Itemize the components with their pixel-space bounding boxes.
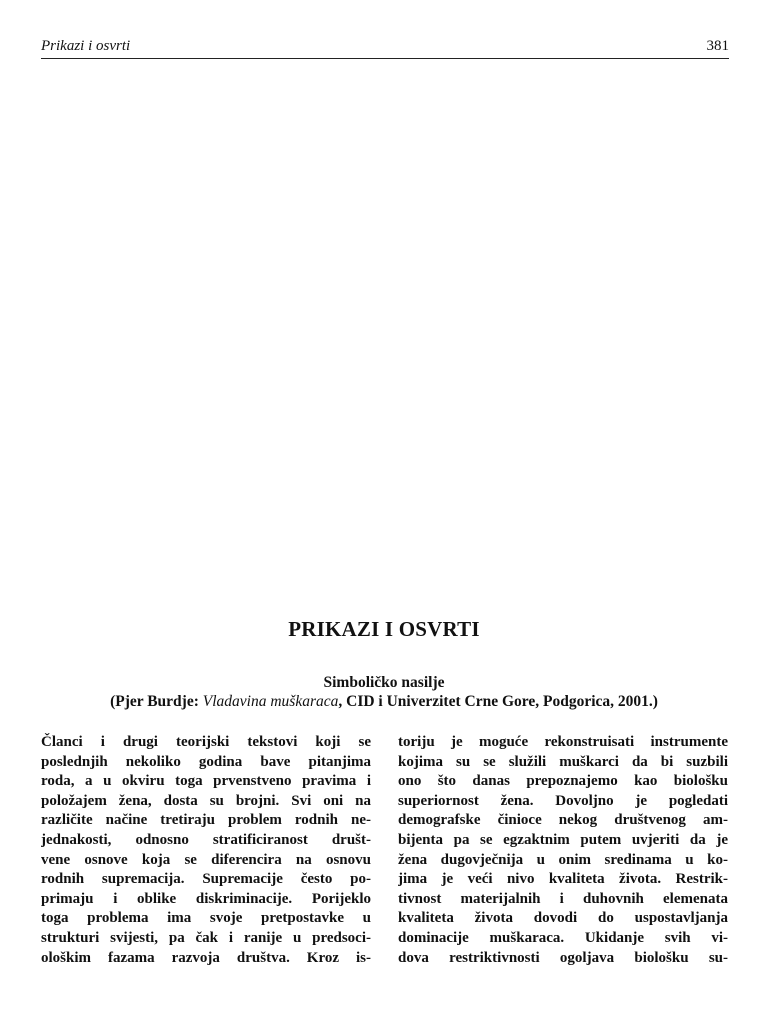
text-line: rodnih supremacija. Supremacije često po- <box>41 871 371 888</box>
text-line: kvaliteta života dovodi do uspostavljanja <box>398 910 728 927</box>
page-number: 381 <box>706 38 729 54</box>
text-line: različite načine tretiraju problem rodnih ne- <box>41 812 371 829</box>
section-title: PRIKAZI I OSVRTI <box>288 617 480 641</box>
text-line: superiornost žena. Dovoljno je pogledati <box>398 792 728 809</box>
text-line: roda, a u okviru toga prvenstveno pravima i <box>41 773 371 790</box>
text-line: kojima su se služili muškarci da bi suzbili <box>398 753 728 770</box>
text-line: vene osnove koja se diferencira na osnovu <box>41 851 371 868</box>
review-citation <box>0 693 768 711</box>
text-line: strukturi svijesti, pa čak i ranije u predsoci- <box>41 929 371 946</box>
running-head-section: Prikazi i osvrti <box>41 38 131 54</box>
text-line: dominacije muškaraca. Ukidanje svih vi- <box>398 929 728 946</box>
citation-prefix: (Pjer Burdje: <box>110 693 203 710</box>
text-line: primaju i oblike diskriminacije. Porijeklo <box>41 890 371 907</box>
review-title: Simboličko nasilje <box>323 674 445 691</box>
text-line: žena dugovječnija u onim sredinama u ko- <box>398 851 728 868</box>
text-column-left <box>41 733 371 968</box>
text-line: položajem žena, dosta su brojni. Svi oni na <box>41 792 371 809</box>
text-line: Članci i drugi teorijski tekstovi koji se <box>41 734 371 750</box>
text-line: jima je veći nivo kvaliteta života. Restrik- <box>398 871 728 888</box>
running-head <box>41 36 729 59</box>
text-line: dova restriktivnosti ogoljava biološku su- <box>398 949 728 966</box>
text-line: poslednjih nekoliko godina bave pitanjima <box>41 753 371 770</box>
text-line: tivnost materijalnih i duhovnih elemenata <box>398 890 728 907</box>
text-line: ološkim fazama razvoja društva. Kroz is- <box>41 949 371 966</box>
citation-book-title: Vladavina muškaraca <box>202 693 339 710</box>
text-line: toga problema ima svoje pretpostavke u <box>41 910 371 927</box>
text-line: demografske činioce nekog društvenog am- <box>398 812 728 829</box>
text-column-right <box>398 733 728 968</box>
text-line: bijenta pa se egzaktnim putem uvjeriti da je <box>398 831 728 848</box>
text-line: toriju je moguće rekonstruisati instrumente <box>398 734 728 750</box>
text-line: jednakosti, odnosno stratificiranost društ- <box>41 831 371 848</box>
citation-suffix: , CID i Univerzitet Crne Gore, Podgorica, 2001.) <box>338 693 658 710</box>
text-line: ono što danas prepoznajemo kao biološku <box>398 773 728 790</box>
